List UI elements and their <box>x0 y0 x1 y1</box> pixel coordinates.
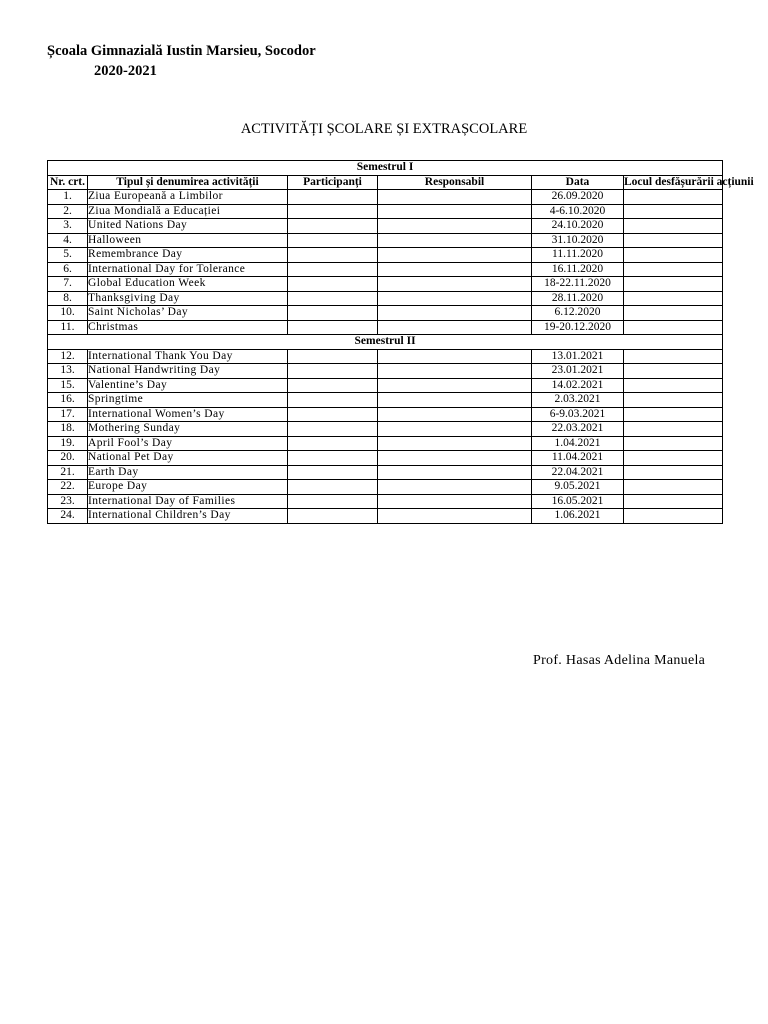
location-cell <box>624 378 723 393</box>
row-number: 11. <box>48 320 88 335</box>
activity-date: 22.03.2021 <box>532 422 624 437</box>
column-header-activity: Tipul și denumirea activității <box>88 175 288 190</box>
activity-name: Ziua Mondială a Educației <box>88 204 288 219</box>
location-cell <box>624 248 723 263</box>
location-cell <box>624 277 723 292</box>
participants-cell <box>288 262 378 277</box>
location-cell <box>624 465 723 480</box>
activity-date: 6-9.03.2021 <box>532 407 624 422</box>
participants-cell <box>288 494 378 509</box>
table-row <box>48 509 723 524</box>
table-row <box>48 277 723 292</box>
activity-date: 11.11.2020 <box>532 248 624 263</box>
row-number: 16. <box>48 393 88 408</box>
participants-cell <box>288 320 378 335</box>
responsible-cell <box>378 248 532 263</box>
participants-cell <box>288 407 378 422</box>
responsible-cell <box>378 364 532 379</box>
table-row <box>48 436 723 451</box>
document-title: ACTIVITĂȚI ȘCOLARE ȘI EXTRAȘCOLARE <box>240 121 528 137</box>
participants-cell <box>288 349 378 364</box>
activity-date: 22.04.2021 <box>532 465 624 480</box>
location-cell <box>624 407 723 422</box>
participants-cell <box>288 465 378 480</box>
row-number: 21. <box>48 465 88 480</box>
location-cell <box>624 422 723 437</box>
location-cell <box>624 320 723 335</box>
responsible-cell <box>378 204 532 219</box>
activity-date: 19-20.12.2020 <box>532 320 624 335</box>
activity-date: 1.06.2021 <box>532 509 624 524</box>
table-header-row <box>48 175 723 190</box>
activities-table <box>47 160 754 524</box>
column-header-nr: Nr. crt. <box>48 175 88 190</box>
activity-name: Mothering Sunday <box>88 422 288 437</box>
table-row <box>48 494 723 509</box>
participants-cell <box>288 248 378 263</box>
location-cell <box>624 190 723 205</box>
location-cell <box>624 436 723 451</box>
activity-date: 24.10.2020 <box>532 219 624 234</box>
activity-name: Thanksgiving Day <box>88 291 288 306</box>
activity-date: 1.04.2021 <box>532 436 624 451</box>
location-cell <box>624 364 723 379</box>
table-row <box>48 291 723 306</box>
activity-date: 13.01.2021 <box>532 349 624 364</box>
responsible-cell <box>378 407 532 422</box>
location-cell <box>624 349 723 364</box>
activity-date: 18-22.11.2020 <box>532 277 624 292</box>
participants-cell <box>288 422 378 437</box>
responsible-cell <box>378 422 532 437</box>
location-cell <box>624 204 723 219</box>
row-number: 1. <box>48 190 88 205</box>
row-number: 13. <box>48 364 88 379</box>
activity-name: April Fool’s Day <box>88 436 288 451</box>
activity-date: 14.02.2021 <box>532 378 624 393</box>
semester-1-label: Semestrul I <box>48 161 723 176</box>
location-cell <box>624 262 723 277</box>
table-row <box>48 262 723 277</box>
table-row <box>48 407 723 422</box>
activity-name: International Day for Tolerance <box>88 262 288 277</box>
activity-date: 2.03.2021 <box>532 393 624 408</box>
location-cell <box>624 219 723 234</box>
table-row <box>48 190 723 205</box>
table-row <box>48 306 723 321</box>
row-number: 18. <box>48 422 88 437</box>
table-row <box>48 364 723 379</box>
activity-name: Saint Nicholas’ Day <box>88 306 288 321</box>
activity-date: 16.05.2021 <box>532 494 624 509</box>
participants-cell <box>288 219 378 234</box>
table-row <box>48 204 723 219</box>
activity-name: United Nations Day <box>88 219 288 234</box>
activity-name: Earth Day <box>88 465 288 480</box>
row-number: 7. <box>48 277 88 292</box>
semester-2-row <box>48 335 723 350</box>
responsible-cell <box>378 451 532 466</box>
activity-name: Ziua Europeană a Limbilor <box>88 190 288 205</box>
participants-cell <box>288 233 378 248</box>
activity-name: International Day of Families <box>88 494 288 509</box>
semester-2-label: Semestrul II <box>48 335 723 350</box>
responsible-cell <box>378 480 532 495</box>
responsible-cell <box>378 465 532 480</box>
responsible-cell <box>378 349 532 364</box>
participants-cell <box>288 291 378 306</box>
column-header-participants: Participanți <box>288 175 378 190</box>
participants-cell <box>288 509 378 524</box>
row-number: 3. <box>48 219 88 234</box>
responsible-cell <box>378 378 532 393</box>
participants-cell <box>288 277 378 292</box>
table-row <box>48 349 723 364</box>
responsible-cell <box>378 306 532 321</box>
responsible-cell <box>378 494 532 509</box>
participants-cell <box>288 306 378 321</box>
location-cell <box>624 451 723 466</box>
participants-cell <box>288 204 378 219</box>
row-number: 10. <box>48 306 88 321</box>
activity-name: National Pet Day <box>88 451 288 466</box>
activity-date: 23.01.2021 <box>532 364 624 379</box>
participants-cell <box>288 393 378 408</box>
table-row <box>48 378 723 393</box>
row-number: 17. <box>48 407 88 422</box>
column-header-date: Data <box>532 175 624 190</box>
location-cell <box>624 509 723 524</box>
row-number: 23. <box>48 494 88 509</box>
school-year: 2020-2021 <box>94 63 157 79</box>
responsible-cell <box>378 436 532 451</box>
participants-cell <box>288 364 378 379</box>
participants-cell <box>288 436 378 451</box>
activity-date: 9.05.2021 <box>532 480 624 495</box>
responsible-cell <box>378 320 532 335</box>
column-header-responsible: Responsabil <box>378 175 532 190</box>
activity-name: Europe Day <box>88 480 288 495</box>
participants-cell <box>288 451 378 466</box>
table-row <box>48 451 723 466</box>
row-number: 6. <box>48 262 88 277</box>
row-number: 15. <box>48 378 88 393</box>
responsible-cell <box>378 219 532 234</box>
activity-date: 28.11.2020 <box>532 291 624 306</box>
column-header-location: Locul desfășurării acțiunii <box>624 175 754 188</box>
table-row <box>48 393 723 408</box>
responsible-cell <box>378 277 532 292</box>
semester-1-row <box>48 161 723 176</box>
row-number: 22. <box>48 480 88 495</box>
row-number: 4. <box>48 233 88 248</box>
participants-cell <box>288 480 378 495</box>
table-row <box>48 422 723 437</box>
responsible-cell <box>378 393 532 408</box>
table-row <box>48 219 723 234</box>
activity-name: International Women’s Day <box>88 407 288 422</box>
row-number: 2. <box>48 204 88 219</box>
location-cell <box>624 306 723 321</box>
activity-date: 16.11.2020 <box>532 262 624 277</box>
row-number: 8. <box>48 291 88 306</box>
participants-cell <box>288 378 378 393</box>
row-number: 24. <box>48 509 88 524</box>
activity-date: 4-6.10.2020 <box>532 204 624 219</box>
activity-name: Remembrance Day <box>88 248 288 263</box>
school-name: Școala Gimnazială Iustin Marsieu, Socodor <box>47 43 316 59</box>
activity-name: Halloween <box>88 233 288 248</box>
responsible-cell <box>378 190 532 205</box>
row-number: 12. <box>48 349 88 364</box>
activity-date: 31.10.2020 <box>532 233 624 248</box>
teacher-signature: Prof. Hasas Adelina Manuela <box>533 653 706 668</box>
location-cell <box>624 480 723 495</box>
location-cell <box>624 393 723 408</box>
row-number: 20. <box>48 451 88 466</box>
activity-name: Springtime <box>88 393 288 408</box>
activity-name: International Thank You Day <box>88 349 288 364</box>
activity-date: 6.12.2020 <box>532 306 624 321</box>
activity-name: Valentine’s Day <box>88 378 288 393</box>
location-cell <box>624 494 723 509</box>
row-number: 5. <box>48 248 88 263</box>
activity-name: Christmas <box>88 320 288 335</box>
responsible-cell <box>378 291 532 306</box>
location-cell <box>624 291 723 306</box>
table-row <box>48 248 723 263</box>
participants-cell <box>288 190 378 205</box>
table-row <box>48 465 723 480</box>
activity-date: 26.09.2020 <box>532 190 624 205</box>
table-row <box>48 480 723 495</box>
table-row <box>48 233 723 248</box>
activity-name: National Handwriting Day <box>88 364 288 379</box>
row-number: 19. <box>48 436 88 451</box>
responsible-cell <box>378 233 532 248</box>
activity-date: 11.04.2021 <box>532 451 624 466</box>
responsible-cell <box>378 262 532 277</box>
responsible-cell <box>378 509 532 524</box>
activity-name: International Children’s Day <box>88 509 288 524</box>
activity-name: Global Education Week <box>88 277 288 292</box>
table-row <box>48 320 723 335</box>
location-cell <box>624 233 723 248</box>
